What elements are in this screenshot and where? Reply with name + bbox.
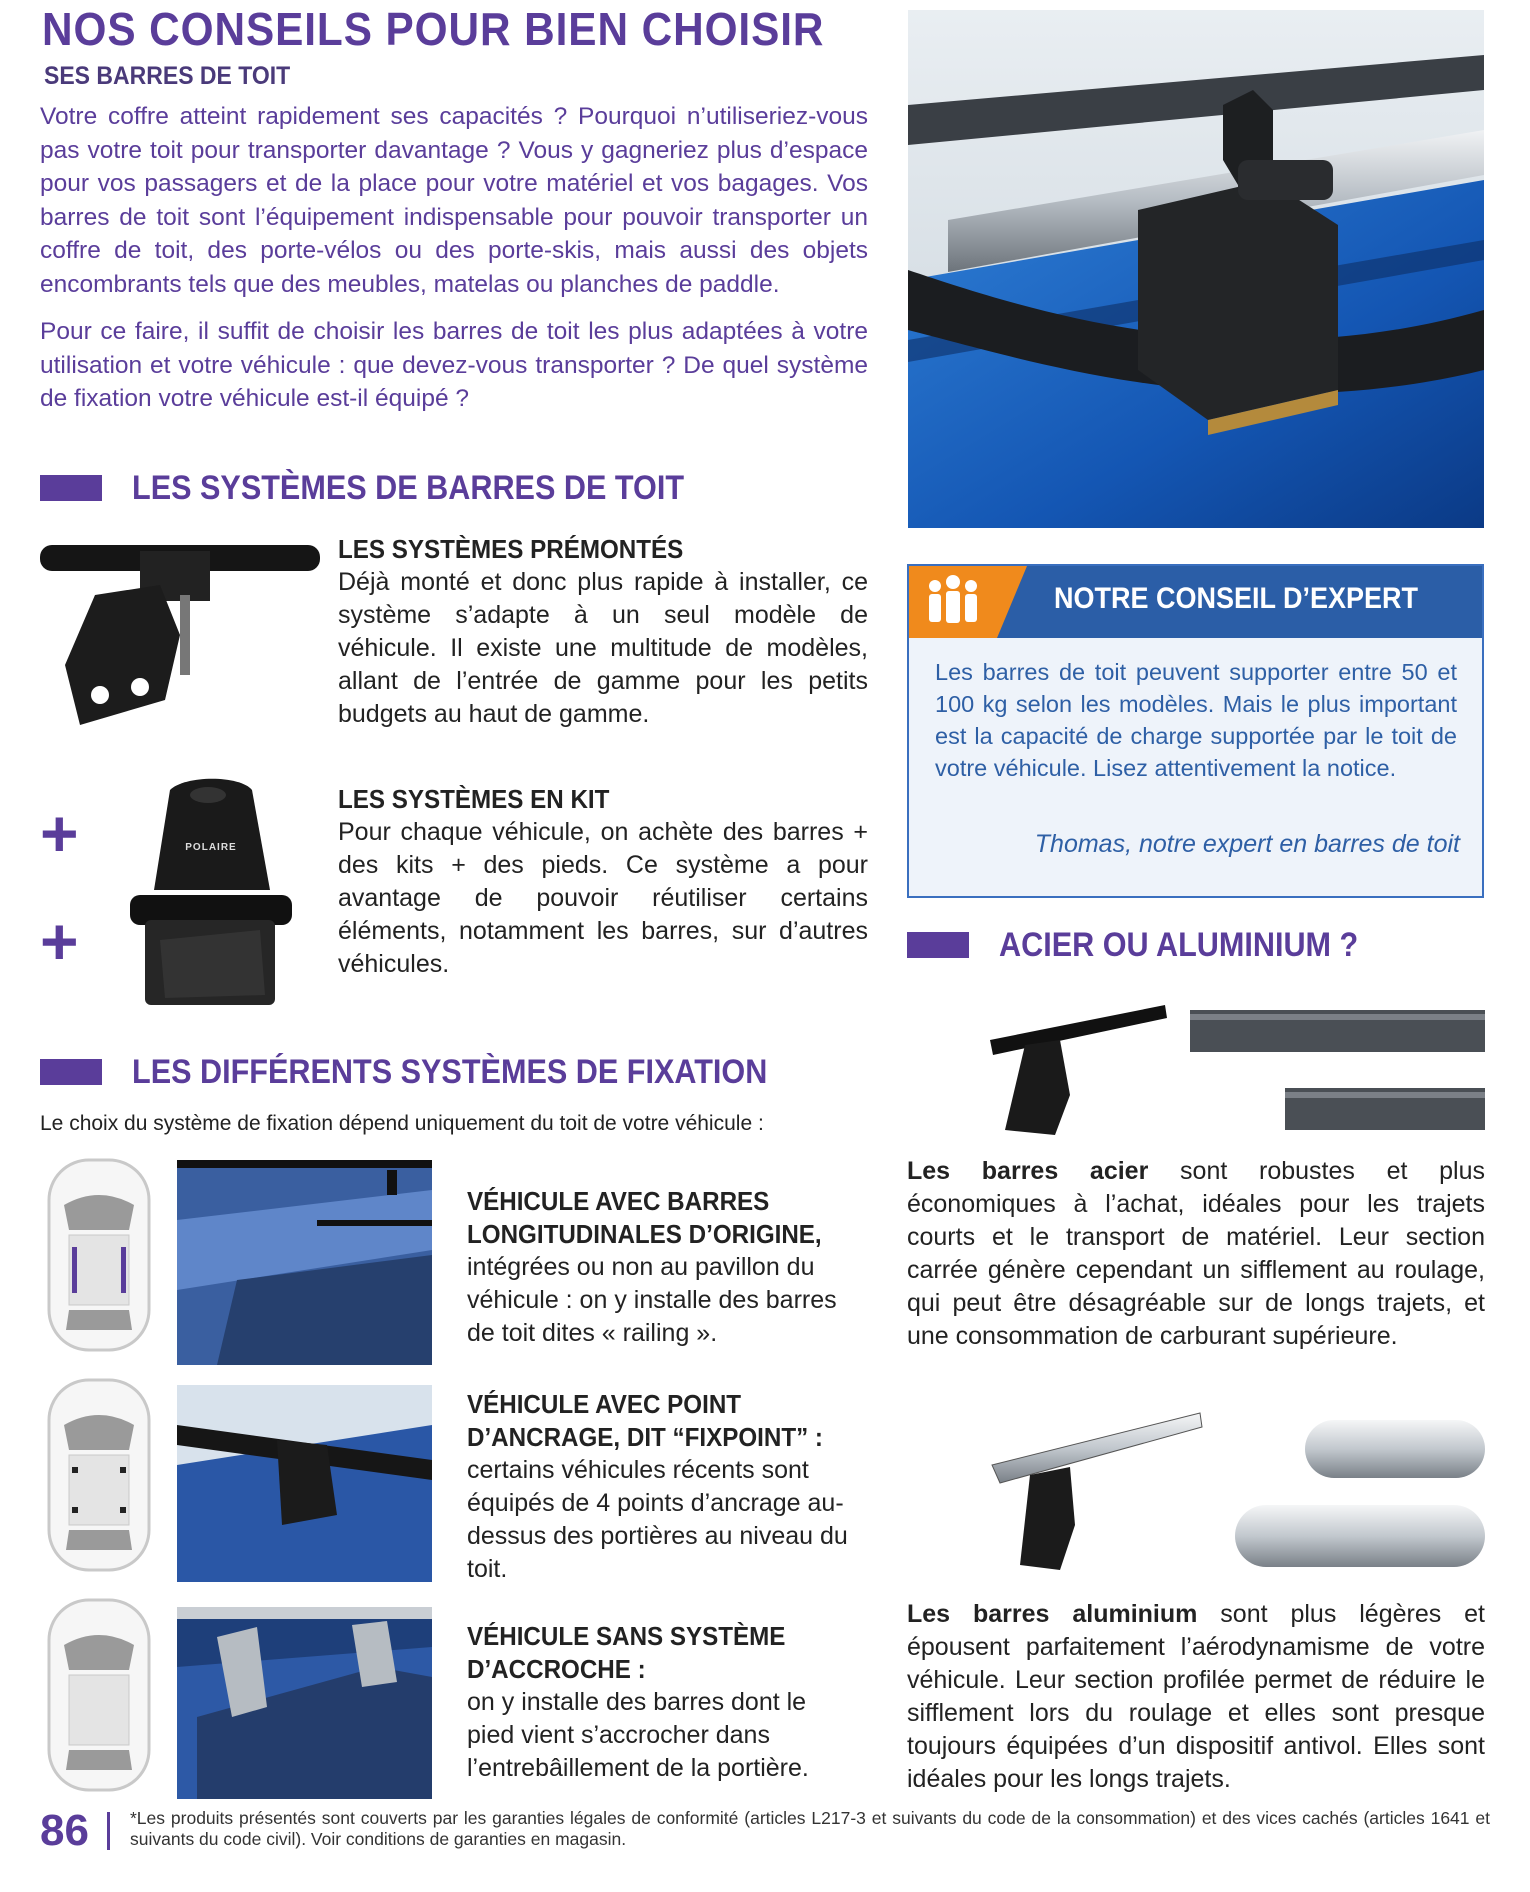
expert-signature: Thomas, notre expert en barres de toit [1034, 830, 1460, 858]
aluminium-bars-image [990, 1405, 1485, 1580]
steel-bars-illustration [985, 1000, 1485, 1150]
premounted-bar-illustration [40, 525, 320, 745]
car-top-diagram-railing [44, 1155, 154, 1355]
fixation-item-2-title: VÉHICULE AVEC POINT D’ANCRAGE, DIT “FIXPOINT” : [467, 1389, 823, 1452]
fixation-item-2-text: certains véhicules récents sont équipés de 4 points d’ancrage au-dessus des portières au niveau du toit. [467, 1456, 848, 1583]
steel-bars-text [907, 1155, 1485, 1353]
steel-bars-description: sont robustes et plus économiques à l’achat, idéales pour les trajets courts et le transport de matériel. Leur section carrée génère cependant un sifflement au roulage, qui peut être désagréable sur de longs trajets, et une consommation de carburant supérieure. [907, 1157, 1486, 1350]
roof-bar-illustration [908, 10, 1484, 528]
car-top-view-icon [44, 1595, 154, 1795]
aluminium-bars-bold: Les barres aluminium [907, 1600, 1198, 1628]
intro-text [40, 100, 868, 416]
premounted-product-image [40, 525, 320, 745]
fixation-item-1-text: intégrées ou non au pavillon du véhicule : on y installe des barres de toit dites « railing ». [467, 1253, 837, 1347]
kit-product-image [130, 770, 292, 1010]
plus-sign-1: + [40, 796, 79, 870]
expert-text: Les barres de toit peuvent supporter entre 50 et 100 kg selon les modèles. Mais le plus important est la capacité de charge supportée par le toit de votre véhicule. Lisez attentivement la notice. [935, 659, 1457, 781]
fixation-item-3 [467, 1620, 857, 1785]
fixpoint-car-photo [177, 1385, 432, 1582]
intro-paragraph-2: Pour ce faire, il suffit de choisir les barres de toit les plus adaptées à votre utilisation et votre véhicule : que devez-vous transporter ? De quel système de fixation votre véhicule est-il équipé ? [40, 318, 868, 412]
roof-bar-photo [908, 10, 1484, 528]
car-top-view-icon [44, 1155, 154, 1355]
intro-paragraph-1: Votre coffre atteint rapidement ses capacités ? Pourquoi n’utiliseriez-vous pas votre toit pour transporter davantage ? Vous y gagneriez plus d’espace pour vos passagers et de la place pour votre matériel et vos bagages. Vos barres de toit sont l’équipement indispensable pour pouvoir transporter un coffre de toit, des porte-vélos ou des porte-skis, mais aussi des objets encombrants tels que des meubles, matelas ou planches de paddle. [40, 103, 868, 298]
footer-note: *Les produits présentés sont couverts par les garanties légales de conformité (articles L217-3 et suivants du code de la consommation) et des vices cachés (articles 1641 et suivants du code civil). Voir conditions de garanties en magasin. [130, 1808, 1490, 1849]
systems-heading: LES SYSTÈMES DE BARRES DE TOIT [40, 468, 745, 508]
premounted-block [338, 533, 868, 731]
car-top-view-icon [44, 1375, 154, 1575]
aluminium-bars-description: sont plus légères et épousent parfaitement l’aérodynamisme de votre véhicule. Leur section profilée permet de réduire le sifflement lors du roulage et elles sont presque toujours équipées d’un dispositif antivol. Elles sont idéales pour les longs trajets. [907, 1600, 1485, 1793]
expert-advice-box [907, 564, 1484, 898]
steel-bars-image [985, 1000, 1485, 1150]
plus-sign-2: + [40, 904, 79, 978]
steel-bars-bold: Les barres acier [907, 1157, 1149, 1185]
page-subtitle: SES BARRES DE TOIT [44, 62, 291, 90]
railing-car-photo [177, 1160, 432, 1365]
premounted-title: LES SYSTÈMES PRÉMONTÉS [338, 534, 684, 564]
people-group-icon [909, 566, 997, 638]
kit-foot-illustration [130, 770, 292, 1010]
expert-header [909, 566, 1482, 638]
heading-bar-marker [907, 932, 969, 958]
kit-text: Pour chaque véhicule, on achète des barres + des kits + des pieds. Ce système a pour avantage de pouvoir réutiliser certains éléments, notamment les barres, sur d’autres véhicules. [338, 818, 868, 978]
no-system-car-photo [177, 1607, 432, 1799]
fixation-item-1 [467, 1185, 857, 1350]
page-number: 86 [40, 1806, 89, 1855]
fixation-heading: LES DIFFÉRENTS SYSTÈMES DE FIXATION [40, 1052, 838, 1092]
expert-title: NOTRE CONSEIL D’EXPERT [1054, 582, 1419, 615]
kit-block [338, 783, 868, 981]
aluminium-bars-text [907, 1598, 1485, 1796]
fixation-intro: Le choix du système de fixation dépend uniquement du toit de votre véhicule : [40, 1112, 764, 1135]
fixation-item-1-title: VÉHICULE AVEC BARRES LONGITUDINALES D’ORIGINE, [467, 1186, 822, 1249]
fixation-item-2 [467, 1388, 857, 1586]
fixation-item-3-text: on y installe des barres dont le pied vient s’accrocher dans l’entrebâillement de la portière. [467, 1688, 809, 1782]
heading-bar-marker [40, 475, 102, 501]
car-top-diagram-fixpoint [44, 1375, 154, 1575]
heading-bar-marker [40, 1059, 102, 1085]
fixation-item-3-title: VÉHICULE SANS SYSTÈME D’ACCROCHE : [467, 1621, 786, 1684]
railing-car-illustration [177, 1160, 432, 1365]
materials-heading: ACIER OU ALUMINIUM ? [907, 925, 1398, 965]
aluminium-bars-illustration [990, 1405, 1485, 1580]
footer-separator [107, 1812, 110, 1850]
fixpoint-car-illustration [177, 1385, 432, 1582]
car-top-diagram-no-system [44, 1595, 154, 1795]
premounted-text: Déjà monté et donc plus rapide à installer, ce système s’adapte à un seul modèle de véhicule. Il existe une multitude de modèles, allant de l’entrée de gamme pour les petits budgets au haut de gamme. [338, 568, 868, 728]
no-system-car-illustration [177, 1607, 432, 1799]
header-slant-shape [997, 566, 1027, 638]
kit-title: LES SYSTÈMES EN KIT [338, 784, 610, 814]
kit-brand-label: POLAIRE [185, 842, 237, 853]
page-title: NOS CONSEILS POUR BIEN CHOISIR [42, 3, 825, 55]
